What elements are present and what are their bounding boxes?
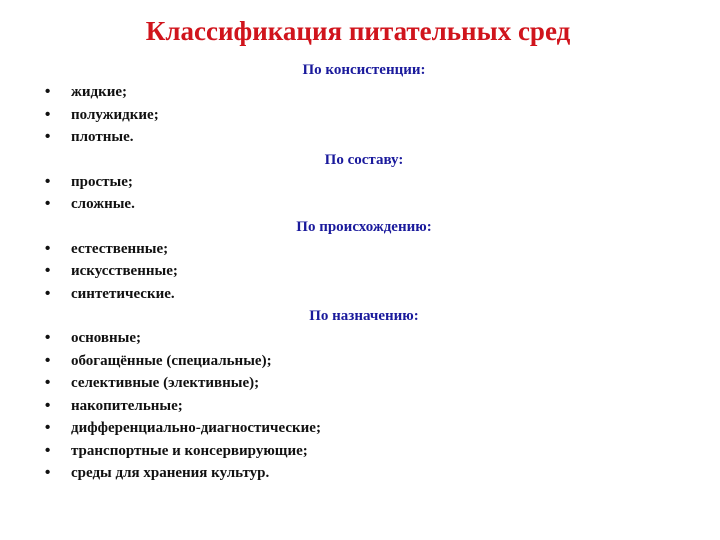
list-item-text: обогащённые (специальные); bbox=[71, 352, 272, 369]
list-item-text: синтетические. bbox=[71, 285, 175, 302]
classification-list bbox=[44, 59, 684, 485]
bullet-icon: • bbox=[45, 105, 51, 123]
bullet-icon: • bbox=[45, 441, 51, 459]
list-item-text: основные; bbox=[71, 330, 142, 346]
list-item bbox=[44, 283, 684, 306]
bullet-icon: • bbox=[45, 464, 51, 481]
list-item bbox=[44, 440, 684, 463]
list-item-text: сложные. bbox=[71, 196, 135, 212]
list-item bbox=[44, 395, 684, 418]
list-item-text: естественные; bbox=[71, 240, 169, 257]
list-item-text: полужидкие; bbox=[71, 106, 159, 123]
list-item bbox=[44, 171, 684, 194]
list-item bbox=[44, 462, 684, 485]
list-item-text: простые; bbox=[71, 173, 133, 190]
list-item bbox=[44, 327, 684, 350]
list-item-text: транспортные и консервирующие; bbox=[71, 442, 308, 459]
list-item-text: жидкие; bbox=[71, 84, 128, 100]
list-item bbox=[44, 372, 684, 395]
bullet-icon: • bbox=[45, 396, 51, 414]
list-item bbox=[44, 126, 684, 149]
section-heading-composition: По составу: bbox=[324, 151, 404, 168]
list-item-text: дифференциально-диагностические; bbox=[71, 420, 321, 436]
list-item bbox=[44, 350, 684, 373]
bullet-icon: • bbox=[45, 262, 51, 279]
bullet-icon: • bbox=[45, 329, 51, 346]
section-heading-origin: По происхождению: bbox=[296, 218, 432, 235]
list-item-text: накопительные; bbox=[71, 397, 183, 414]
list-item bbox=[44, 238, 684, 261]
bullet-icon: • bbox=[45, 128, 51, 145]
bullet-icon: • bbox=[45, 239, 51, 257]
slide-title: Классификация питательных сред bbox=[145, 16, 571, 46]
list-item bbox=[44, 104, 684, 127]
bullet-icon: • bbox=[45, 374, 51, 391]
bullet-icon: • bbox=[45, 351, 51, 369]
section-heading-purpose: По назначению: bbox=[309, 308, 419, 324]
bullet-icon: • bbox=[45, 172, 51, 190]
bullet-icon: • bbox=[45, 284, 51, 302]
list-item-text: селективные (элективные); bbox=[71, 375, 260, 391]
list-item-text: искусственные; bbox=[71, 263, 178, 279]
section-heading-consistency: По консистенции: bbox=[302, 62, 426, 78]
bullet-icon: • bbox=[45, 419, 51, 436]
list-item bbox=[44, 193, 684, 216]
list-item-text: среды для хранения культур. bbox=[71, 465, 270, 481]
bullet-icon: • bbox=[45, 195, 51, 212]
list-item bbox=[44, 417, 684, 440]
list-item bbox=[44, 260, 684, 283]
bullet-icon: • bbox=[45, 83, 51, 100]
list-item-text: плотные. bbox=[71, 129, 134, 145]
list-item bbox=[44, 81, 684, 104]
